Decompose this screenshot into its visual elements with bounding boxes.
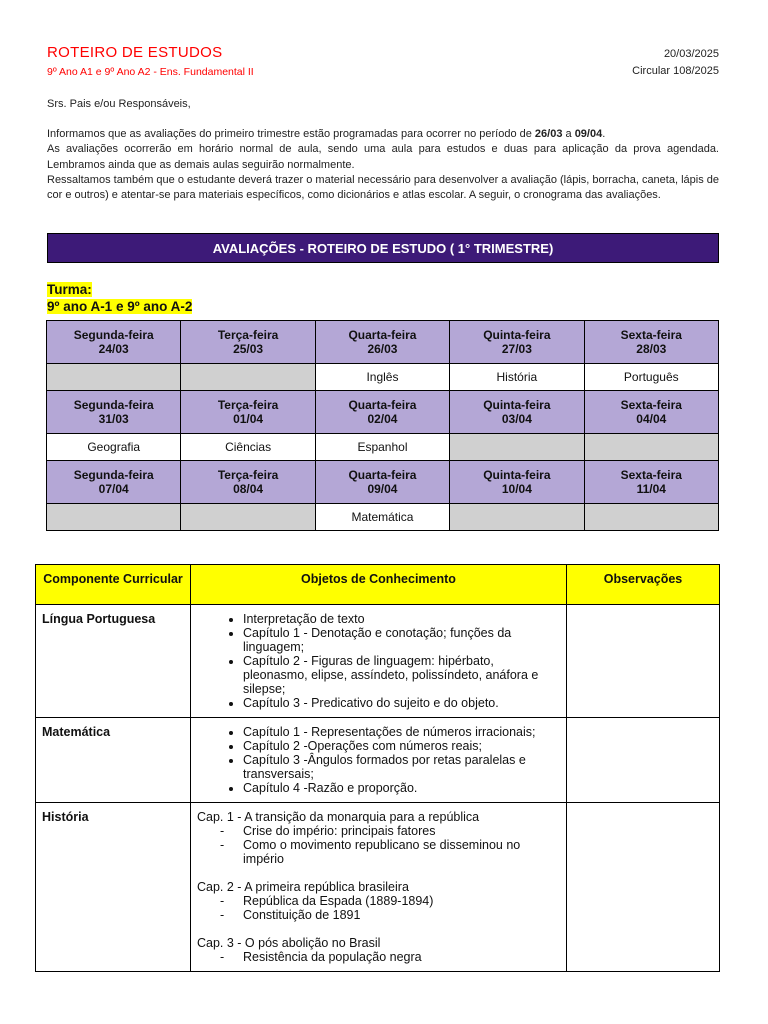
day-name: Quarta-feira: [348, 468, 417, 482]
exam-subject-cell: História: [450, 364, 584, 391]
chapter-block: [197, 936, 560, 964]
objects-list: [197, 612, 560, 710]
exam-subject-cell: Inglês: [315, 364, 449, 391]
exam-subject-cell: Ciências: [181, 434, 315, 461]
day-name: Quinta-feira: [483, 328, 551, 342]
day-name: Quarta-feira: [348, 398, 417, 412]
day-name: Segunda-feira: [73, 328, 154, 342]
notes-cell: [567, 803, 720, 972]
knowledge-objects: [191, 718, 567, 803]
schedule-subjects-row: [47, 364, 719, 391]
greeting: Srs. Pais e/ou Responsáveis,: [47, 98, 191, 110]
notes-cell: [567, 605, 720, 718]
period-start: 26/03: [534, 128, 563, 141]
list-item: • Capítulo 2 -Operações com números reais;: [243, 739, 560, 753]
schedule-days-row: [47, 391, 719, 434]
day-name: Segunda-feira: [73, 398, 154, 412]
day-name: Segunda-feira: [73, 468, 154, 482]
content-table: [35, 564, 720, 972]
schedule-day-cell: [315, 391, 449, 434]
day-date: 08/04: [233, 482, 264, 496]
list-item: - Constituição de 1891: [243, 908, 560, 922]
document-subtitle: 9º Ano A1 e 9º Ano A2 - Ens. Fundamental II: [47, 66, 254, 78]
day-date: 11/04: [636, 482, 666, 496]
list-item: • Capítulo 3 - Predicativo do sujeito e do objeto.: [243, 696, 560, 710]
day-name: Terça-feira: [217, 468, 279, 482]
row-lingua-portuguesa: [36, 605, 720, 718]
day-date: 01/04: [233, 412, 264, 426]
schedule-day-cell: [315, 321, 449, 364]
day-date: 25/03: [233, 342, 264, 356]
day-date: 07/04: [98, 482, 129, 496]
schedule-day-cell: [181, 321, 315, 364]
exam-subject-cell: Português: [584, 364, 718, 391]
component-name: Língua Portuguesa: [36, 605, 191, 718]
section-banner: AVALIAÇÕES - ROTEIRO DE ESTUDO ( 1° TRIMESTRE): [47, 233, 719, 263]
schedule-day-cell: [47, 391, 181, 434]
exam-subject-cell: [450, 504, 584, 531]
schedule-day-cell: [47, 461, 181, 504]
list-item: • Capítulo 3 -Ângulos formados por retas paralelas e transversais;: [243, 753, 560, 781]
list-item: - Como o movimento republicano se disseminou no império: [243, 838, 560, 866]
day-name: Quinta-feira: [483, 468, 551, 482]
document-date: 20/03/2025: [663, 48, 719, 60]
period-connector: a: [562, 128, 575, 141]
list-item: - Resistência da população negra: [243, 950, 560, 964]
day-name: Terça-feira: [217, 328, 279, 342]
exam-subject-cell: [584, 434, 718, 461]
list-item: • Capítulo 1 - Representações de números irracionais;: [243, 725, 560, 739]
day-name: Sexta-feira: [620, 328, 682, 342]
day-date: 10/04: [501, 482, 532, 496]
chapter-items: [197, 824, 560, 866]
day-date: 09/04: [367, 482, 398, 496]
day-name: Quarta-feira: [348, 328, 417, 342]
day-date: 03/04: [501, 412, 532, 426]
day-date: 02/04: [367, 412, 398, 426]
day-name: Terça-feira: [217, 398, 279, 412]
chapter-title: Cap. 1 - A transição da monarquia para a república: [197, 810, 480, 824]
header-notes: Observações: [567, 565, 720, 605]
day-date: 27/03: [501, 342, 532, 356]
period-end: 09/04: [574, 128, 603, 141]
chapter-items: [197, 894, 560, 922]
schedule-day-cell: [450, 321, 584, 364]
day-date: 04/04: [636, 412, 667, 426]
schedule-day-cell: [584, 461, 718, 504]
exam-subject-cell: [47, 364, 181, 391]
chapter-title: Cap. 2 - A primeira república brasileira: [197, 880, 409, 894]
paragraph-materials: Ressaltamos também que o estudante deverá trazer o material necessário para desenvolver a avaliação (lápis, borracha, caneta, lápis de cor e outros) e atentar-se para materiais específicos, como dicionários e atlas escolar. A seguir, o cronograma das avaliações.: [47, 173, 719, 202]
schedule-day-cell: [584, 321, 718, 364]
chapter-title: Cap. 3 - O pós abolição no Brasil: [197, 936, 381, 950]
schedule-days-row: [47, 461, 719, 504]
schedule-day-cell: [181, 391, 315, 434]
letter-body: [47, 97, 719, 203]
turma-label: Turma:: [47, 282, 92, 297]
knowledge-objects: [191, 803, 567, 972]
circular-number: Circular 108/2025: [632, 65, 719, 77]
knowledge-objects: [191, 605, 567, 718]
list-item: - Crise do império: principais fatores: [243, 824, 560, 838]
schedule-day-cell: [181, 461, 315, 504]
component-name: Matemática: [36, 718, 191, 803]
period-punct: .: [602, 128, 606, 141]
chapter-items: [197, 950, 560, 964]
schedule-day-cell: [450, 461, 584, 504]
day-name: Sexta-feira: [620, 468, 682, 482]
header-meta: [632, 48, 719, 82]
list-item: • Capítulo 1 - Denotação e conotação; funções da linguagem;: [243, 626, 560, 654]
notes-cell: [567, 718, 720, 803]
schedule-day-cell: [47, 321, 181, 364]
schedule-day-cell: [450, 391, 584, 434]
turma-value: 9º ano A-1 e 9º ano A-2: [47, 299, 193, 314]
exam-subject-cell: [450, 434, 584, 461]
row-historia: [36, 803, 720, 972]
day-name: Quinta-feira: [483, 398, 551, 412]
list-item: • Interpretação de texto: [243, 612, 560, 626]
chapter-block: [197, 810, 560, 866]
paragraph-period: [47, 127, 719, 142]
schedule-subjects-row: [47, 434, 719, 461]
day-date: 24/03: [98, 342, 129, 356]
paragraph-period-text: Informamos que as avaliações do primeiro trimestre estão programadas para ocorrer no período de: [47, 128, 535, 141]
exam-subject-cell: Espanhol: [315, 434, 449, 461]
exam-subject-cell: Matemática: [315, 504, 449, 531]
list-item: - República da Espada (1889-1894): [243, 894, 560, 908]
chapter-block: [197, 880, 560, 922]
list-item: • Capítulo 2 - Figuras de linguagem: hipérbato, pleonasmo, elipse, assíndeto, polissíndeto, anáfora e silepse;: [243, 654, 560, 696]
day-name: Sexta-feira: [620, 398, 682, 412]
schedule-table: [46, 320, 719, 531]
day-date: 28/03: [636, 342, 667, 356]
schedule-day-cell: [584, 391, 718, 434]
exam-subject-cell: [584, 504, 718, 531]
exam-subject-cell: Geografia: [47, 434, 181, 461]
day-date: 26/03: [367, 342, 398, 356]
objects-list: [197, 725, 560, 795]
component-name: História: [36, 803, 191, 972]
exam-subject-cell: [181, 364, 315, 391]
schedule-subjects-row: [47, 504, 719, 531]
day-date: 31/03: [98, 412, 129, 426]
list-item: • Capítulo 4 -Razão e proporção.: [243, 781, 560, 795]
document-title: ROTEIRO DE ESTUDOS: [47, 44, 223, 61]
exam-subject-cell: [181, 504, 315, 531]
row-matematica: [36, 718, 720, 803]
turma-block: [47, 281, 192, 315]
header-component: Componente Curricular: [36, 565, 191, 605]
schedule-day-cell: [315, 461, 449, 504]
paragraph-schedule: As avaliações ocorrerão em horário normal de aula, sendo uma aula para estudos e duas para aplicação da prova agendada. Lembramos ainda que as demais aulas seguirão normalmente.: [47, 143, 719, 171]
content-header-row: [36, 565, 720, 605]
exam-subject-cell: [47, 504, 181, 531]
schedule-days-row: [47, 321, 719, 364]
document-header: [47, 44, 719, 78]
header-objects: Objetos de Conhecimento: [191, 565, 567, 605]
